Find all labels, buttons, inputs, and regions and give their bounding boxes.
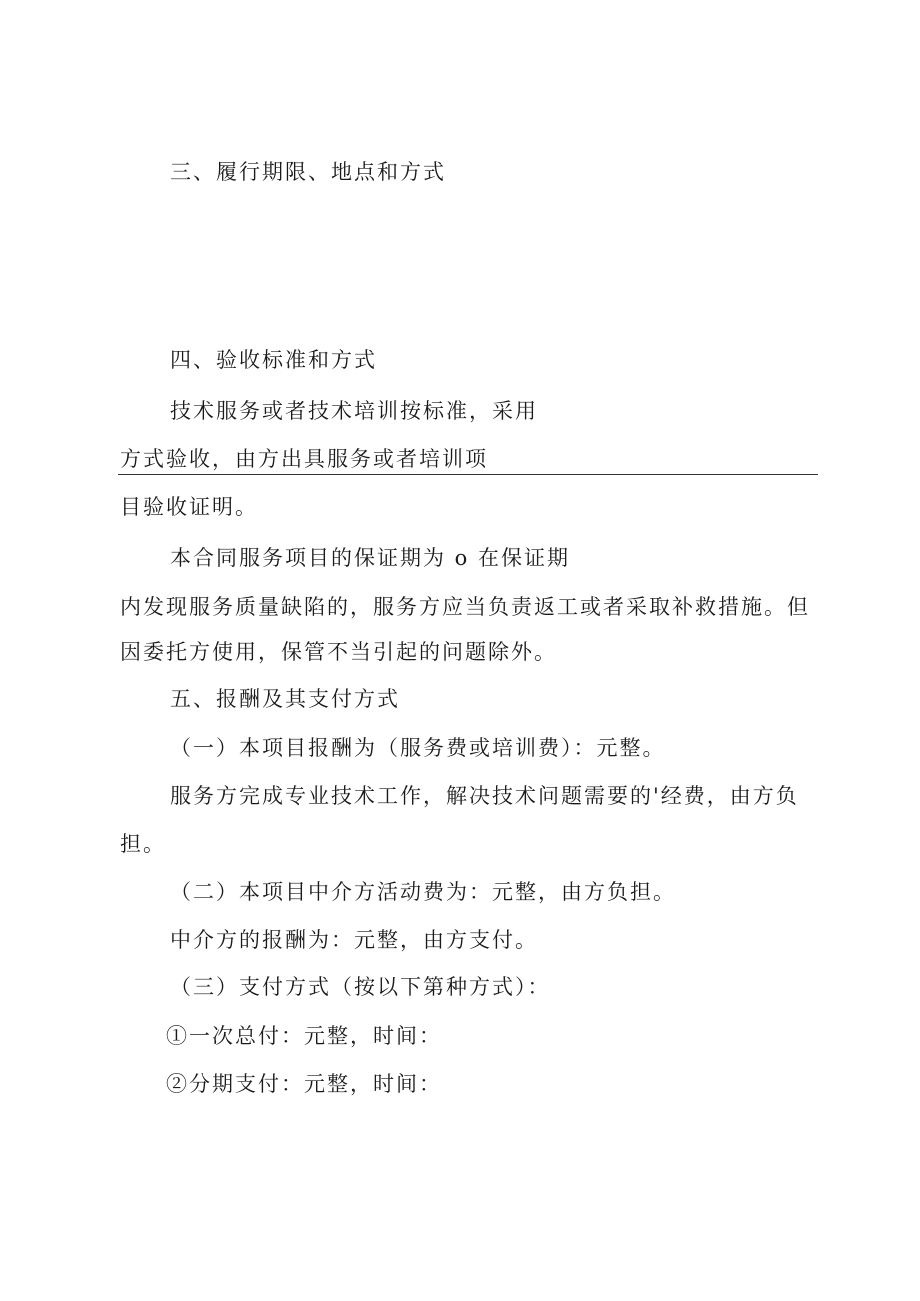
paragraph-line: 技术服务或者技术培训按标准，采用 bbox=[170, 399, 538, 423]
section-heading-3: 三、履行期限、地点和方式 bbox=[170, 160, 446, 184]
section-heading-4: 四、验收标准和方式 bbox=[170, 348, 377, 372]
paragraph-line: （三）支付方式（按以下第种方式）： bbox=[170, 975, 551, 999]
paragraph-line: 本合同服务项目的保证期为 o 在保证期 bbox=[170, 546, 570, 570]
paragraph-line: （二）本项目中介方活动费为：元整，由方负担。 bbox=[170, 880, 676, 904]
list-item: ②分期支付：元整，时间： bbox=[166, 1072, 442, 1096]
paragraph-line: （一）本项目报酬为（服务费或培训费）：元整。 bbox=[170, 736, 666, 760]
paragraph-line: 担。 bbox=[120, 832, 166, 856]
section-heading-5: 五、报酬及其支付方式 bbox=[170, 687, 400, 711]
paragraph-line: 服务方完成专业技术工作，解决技术问题需要的'经费，由方负 bbox=[170, 784, 799, 808]
paragraph-line: 因委托方使用，保管不当引起的问题除外。 bbox=[120, 640, 557, 664]
paragraph-line: 中介方的报酬为：元整，由方支付。 bbox=[170, 928, 538, 952]
underline-rule bbox=[118, 474, 818, 475]
paragraph-line: 方式验收，由方出具服务或者培训项 bbox=[120, 447, 488, 471]
paragraph-line: 内发现服务质量缺陷的，服务方应当负责返工或者采取补救措施。但 bbox=[120, 595, 810, 619]
paragraph-line: 目验收证明。 bbox=[120, 495, 258, 519]
list-item: ①一次总付：元整，时间： bbox=[166, 1024, 442, 1048]
